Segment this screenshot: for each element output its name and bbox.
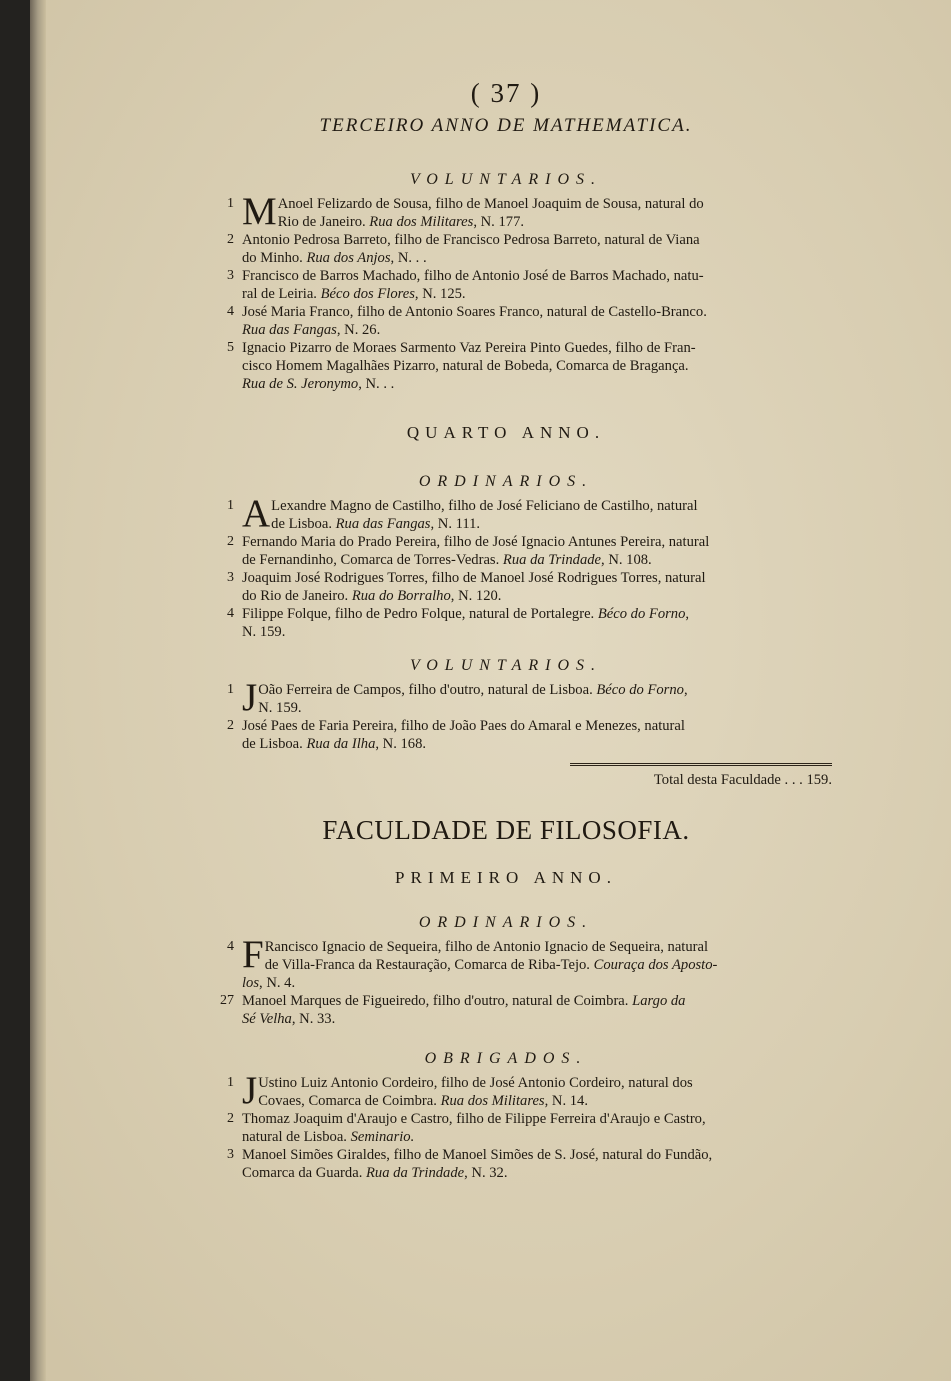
entry-number: 4 [227,939,234,954]
group-heading: ORDINARIOS. [418,914,594,931]
student-entry [180,339,832,393]
entry-text: , [685,606,690,622]
page-number: ( 37 ) [470,78,542,108]
student-entry [180,303,832,339]
entry-line [242,938,832,956]
student-entry [180,717,832,753]
entry-text: , N. 108. [601,552,652,568]
entry-number: 2 [227,232,234,247]
total-rule [570,763,832,766]
drop-cap-initial: J [242,1069,258,1112]
section-heading: QUARTO ANNO. [406,423,606,442]
student-entry [180,992,832,1028]
entry-text: Fernando Maria do Prado Pereira, filho de José Ignacio Antunes Pereira, natural [242,534,710,550]
entry-number: 2 [227,718,234,733]
entry-text: Ignacio Pizarro de Moraes Sarmento Vaz Pereira Pinto Guedes, filho de Fran- [242,340,696,356]
entry-line [242,231,832,249]
entry-number: 4 [227,606,234,621]
entry-text: , N. 177. [473,214,525,230]
street-address: Béco do Forno [597,606,686,622]
street-address: Rua da Ilha [306,736,376,752]
entry-line [242,339,832,357]
street-address: Rua da Trindade [502,552,602,568]
drop-cap-initial: J [242,676,258,719]
entry-number: 1 [227,498,234,513]
group-heading: VOLUNTARIOS. [409,657,603,674]
street-address: Seminario. [350,1129,415,1145]
street-address: Couraça dos Aposto- [593,957,718,973]
entry-text: natural de Lisboa. [242,1129,351,1145]
drop-cap-initial: M [242,190,277,233]
entry-text: cisco Homem Magalhães Pizarro, natural de Bobeda, Comarca de Bragança. [242,358,689,374]
street-address: los [242,975,260,991]
street-address: Rua das Fangas [242,322,337,338]
entry-text: Filippe Folque, filho de Pedro Folque, natural de Portalegre. [242,606,598,622]
entry-line [242,992,832,1010]
entry-line [242,303,832,321]
entry-line [242,533,832,551]
entry-text: , N. . . [358,376,395,392]
entry-number: 2 [227,534,234,549]
street-address: Rua dos Anjos [306,250,391,266]
student-entry [180,533,832,569]
entry-text: Thomaz Joaquim d'Araujo e Castro, filho de Filippe Ferreira d'Araujo e Castro, [242,1111,706,1127]
student-entry [180,1146,832,1182]
entry-line [242,249,832,267]
entry-number: 27 [220,993,234,1008]
entry-text: José Paes de Faria Pereira, filho de João Paes do Amaral e Menezes, natural [242,718,685,734]
entry-text: Rancisco Ignacio de Sequeira, filho de Antonio Ignacio de Sequeira, natural [264,939,709,955]
group-heading: VOLUNTARIOS. [409,171,603,188]
entry-number: 3 [227,1147,234,1162]
entry-text: Anoel Felizardo de Sousa, filho de Manoel Joaquim de Sousa, natural do [277,196,704,212]
entry-text: N. 159. [258,700,302,716]
entry-line [242,623,832,641]
entry-line [242,267,832,285]
street-address: Rua de S. Jeronymo [242,376,359,392]
entry-number: 1 [227,196,234,211]
street-address: Rua dos Militares [440,1093,545,1109]
entry-text: José Maria Franco, filho de Antonio Soares Franco, natural de Castello-Branco. [242,304,707,320]
entry-text: de Lisboa. [271,516,336,532]
student-entry [180,605,832,641]
entry-text: Ustino Luiz Antonio Cordeiro, filho de José Antonio Cordeiro, natural dos [258,1075,693,1091]
street-address: Rua do Borralho [351,588,451,604]
entry-line [242,974,832,992]
year-subheading: PRIMEIRO ANNO. [395,868,617,887]
entry-line [242,497,832,515]
street-address: Rua dos Militares [369,214,474,230]
entry-line [242,956,832,974]
entry-line [242,321,832,339]
drop-cap-initial: F [242,933,264,976]
student-entry [180,1110,832,1146]
student-entry [180,190,832,233]
entry-number: 5 [227,340,234,355]
student-entry [180,1069,832,1112]
entry-number: 3 [227,570,234,585]
entry-text: , N. 168. [375,736,427,752]
entry-text: , N. 111. [430,516,481,532]
entry-line [242,213,832,231]
page-binding-edge [30,0,46,1381]
entry-text: Covaes, Comarca de Coimbra. [258,1093,441,1109]
entry-text: N. 159. [242,624,286,640]
entry-line [242,1164,832,1182]
entry-text: Joaquim José Rodrigues Torres, filho de Manoel José Rodrigues Torres, natural [242,570,706,586]
entry-text: , N. 120. [450,588,502,604]
entry-text: de Fernandinho, Comarca de Torres-Vedras. [242,552,503,568]
entry-text: Manoel Marques de Figueiredo, filho d'outro, natural de Coimbra. [242,993,633,1009]
entry-text: do Minho. [242,250,307,266]
entry-line [242,1010,832,1028]
entry-number: 4 [227,304,234,319]
entry-number: 2 [227,1111,234,1126]
entry-line [242,1146,832,1164]
entry-text: , N. 32. [464,1165,508,1181]
entry-line [242,681,832,699]
entry-text: do Rio de Janeiro. [242,588,352,604]
drop-cap-initial: A [242,492,271,535]
entry-line [242,515,832,533]
street-address: Sé Velha [242,1011,292,1027]
entry-text: , N. 26. [336,322,381,338]
student-entry [180,231,832,267]
faculty-total: Total desta Faculdade . . . 159. [653,772,832,788]
entry-line [242,1110,832,1128]
entry-text: Antonio Pedrosa Barreto, filho de Francisco Pedrosa Barreto, natural de Viana [242,232,700,248]
street-address: Rua da Trindade [366,1165,465,1181]
street-address: Rua das Fangas [335,516,431,532]
entry-line [242,375,832,393]
group-heading: OBRIGADOS. [424,1050,588,1067]
entry-text: de Villa-Franca da Restauração, Comarca de Riba-Tejo. [264,957,594,973]
entry-text: , N. 14. [544,1093,588,1109]
page-content [180,78,832,1182]
entry-text: , [683,682,688,698]
student-entry [180,267,832,303]
entry-line [242,735,832,753]
student-entry [180,492,832,535]
entry-line [242,1092,832,1110]
entry-line [242,1128,832,1146]
entry-text: Comarca da Guarda. [242,1165,366,1181]
entry-text: ral de Leiria. [242,286,321,302]
section-heading: FACULDADE DE FILOSOFIA. [322,815,690,845]
student-entry [180,676,832,719]
entry-text: Oão Ferreira de Campos, filho d'outro, natural de Lisboa. [258,682,597,698]
entry-line [242,195,832,213]
entry-text: Rio de Janeiro. [277,214,370,230]
section-heading: TERCEIRO ANNO DE MATHEMATICA. [319,115,693,136]
entry-text: , N. . . [390,250,427,266]
student-entry [180,933,832,992]
entry-text: Francisco de Barros Machado, filho de Antonio José de Barros Machado, natu- [242,268,704,284]
entry-text: Lexandre Magno de Castilho, filho de José Feliciano de Castilho, natural [271,498,698,514]
entry-line [242,1074,832,1092]
entry-number: 3 [227,268,234,283]
street-address: Béco do Forno [596,682,684,698]
student-entry [180,569,832,605]
entry-line [242,605,832,623]
entry-line [242,717,832,735]
street-address: Largo da [632,993,686,1009]
book-page [30,0,951,1381]
entry-line [242,569,832,587]
entry-line [242,551,832,569]
entry-line [242,285,832,303]
entry-text: de Lisboa. [242,736,307,752]
entry-text: , N. 125. [414,286,466,302]
entry-text: , N. 33. [291,1011,336,1027]
entry-number: 1 [227,1075,234,1090]
entry-line [242,357,832,375]
entry-number: 1 [227,682,234,697]
entry-line [242,699,832,717]
group-heading: ORDINARIOS. [418,473,594,490]
entry-line [242,587,832,605]
entry-text: Manoel Simões Giraldes, filho de Manoel Simões de S. José, natural do Fundão, [242,1147,713,1163]
entry-text: , N. 4. [259,975,296,991]
street-address: Béco dos Flores [320,286,415,302]
